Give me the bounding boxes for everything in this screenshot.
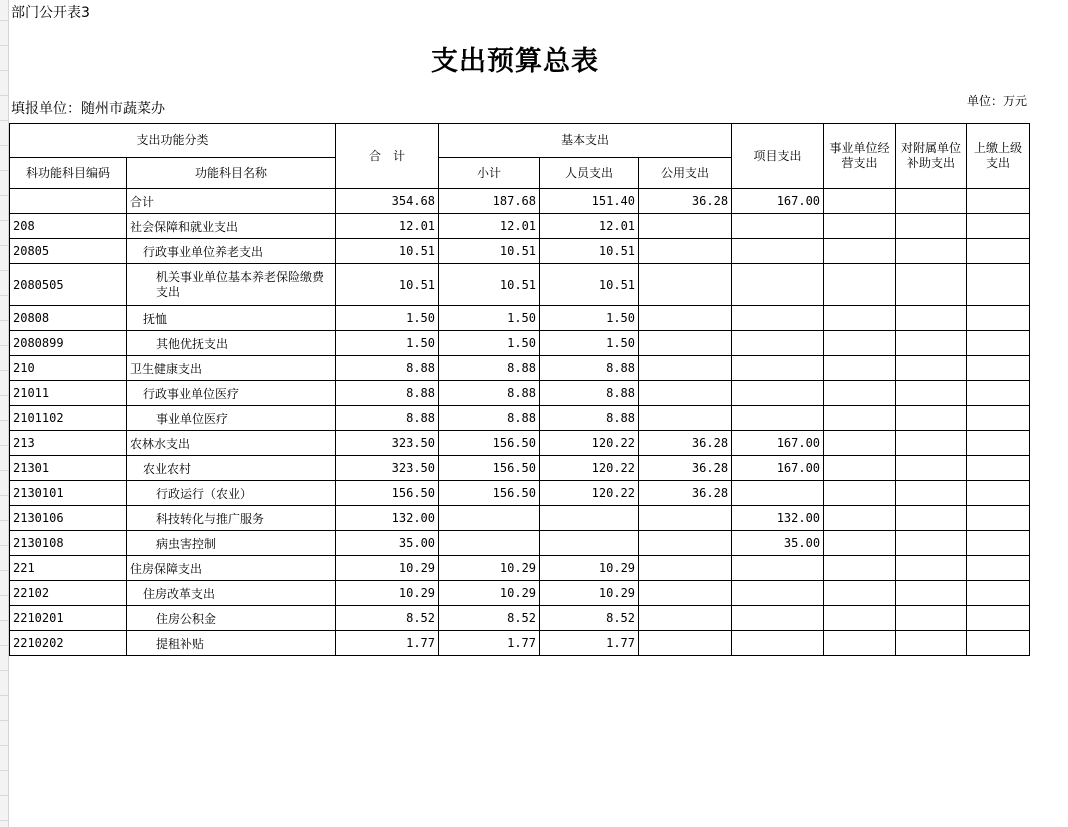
gutter-tick — [0, 20, 8, 21]
cell-name[interactable]: 卫生健康支出 — [127, 356, 336, 381]
gutter-tick — [0, 95, 8, 96]
cell-business[interactable] — [824, 356, 896, 381]
cell-business[interactable] — [824, 431, 896, 456]
cell-name[interactable]: 社会保障和就业支出 — [127, 214, 336, 239]
cell-name[interactable]: 农林水支出 — [127, 431, 336, 456]
cell-subsidy[interactable] — [896, 531, 967, 556]
cell-name[interactable]: 农业农村 — [127, 456, 336, 481]
cell-business[interactable] — [824, 381, 896, 406]
cell-business[interactable] — [824, 506, 896, 531]
cell-total[interactable]: 323.50 — [336, 456, 439, 481]
row-header-gutter — [0, 0, 9, 827]
cell-name[interactable]: 住房保障支出 — [127, 556, 336, 581]
cell-total[interactable]: 132.00 — [336, 506, 439, 531]
cell-upper[interactable] — [967, 189, 1030, 214]
table-row — [10, 606, 1030, 631]
cell-total[interactable]: 1.77 — [336, 631, 439, 656]
cell-total[interactable]: 8.52 — [336, 606, 439, 631]
cell-subsidy[interactable] — [896, 381, 967, 406]
table-row — [10, 381, 1030, 406]
cell-subsidy[interactable] — [896, 264, 967, 306]
gutter-tick — [0, 270, 8, 271]
cell-name[interactable]: 事业单位医疗 — [127, 406, 336, 431]
cell-subtotal[interactable]: 10.29 — [439, 581, 540, 606]
cell-personnel[interactable]: 120.22 — [540, 456, 639, 481]
cell-project[interactable]: 167.00 — [732, 431, 824, 456]
cell-upper[interactable] — [967, 506, 1030, 531]
table-row — [10, 306, 1030, 331]
header-upper: 上缴上级支出 — [967, 124, 1030, 189]
cell-personnel[interactable]: 151.40 — [540, 189, 639, 214]
header-project: 项目支出 — [732, 124, 824, 189]
gutter-tick — [0, 670, 8, 671]
cell-public[interactable] — [639, 406, 732, 431]
gutter-tick — [0, 520, 8, 521]
cell-upper[interactable] — [967, 239, 1030, 264]
cell-project[interactable] — [732, 356, 824, 381]
cell-code[interactable]: 2101102 — [10, 406, 127, 431]
header-total: 合 计 — [336, 124, 439, 189]
cell-project[interactable] — [732, 481, 824, 506]
cell-name[interactable]: 提租补贴 — [127, 631, 336, 656]
gutter-tick — [0, 420, 8, 421]
cell-public[interactable] — [639, 631, 732, 656]
cell-subsidy[interactable] — [896, 481, 967, 506]
cell-upper[interactable] — [967, 306, 1030, 331]
cell-public[interactable]: 36.28 — [639, 431, 732, 456]
gutter-tick — [0, 470, 8, 471]
page-title: 支出预算总表 — [431, 46, 599, 77]
cell-public[interactable] — [639, 381, 732, 406]
cell-public[interactable] — [639, 214, 732, 239]
cell-subsidy[interactable] — [896, 581, 967, 606]
cell-upper[interactable] — [967, 264, 1030, 306]
gutter-tick — [0, 820, 8, 821]
table-row — [10, 406, 1030, 431]
cell-personnel[interactable]: 8.52 — [540, 606, 639, 631]
table-body — [10, 189, 1030, 656]
gutter-tick — [0, 245, 8, 246]
table-row — [10, 331, 1030, 356]
cell-personnel[interactable]: 1.50 — [540, 331, 639, 356]
table-row — [10, 531, 1030, 556]
cell-subtotal[interactable] — [439, 506, 540, 531]
table-row — [10, 356, 1030, 381]
cell-total[interactable]: 10.51 — [336, 239, 439, 264]
cell-subsidy[interactable] — [896, 356, 967, 381]
cell-personnel[interactable]: 1.50 — [540, 306, 639, 331]
sheet-name: 部门公开表3 — [11, 5, 90, 21]
cell-total[interactable]: 10.29 — [336, 556, 439, 581]
gutter-tick — [0, 570, 8, 571]
cell-code[interactable]: 22102 — [10, 581, 127, 606]
table-row — [10, 189, 1030, 214]
cell-subtotal[interactable]: 8.88 — [439, 381, 540, 406]
table-row — [10, 264, 1030, 306]
gutter-tick — [0, 445, 8, 446]
cell-subsidy[interactable] — [896, 506, 967, 531]
cell-name[interactable]: 病虫害控制 — [127, 531, 336, 556]
cell-total[interactable]: 8.88 — [336, 406, 439, 431]
gutter-tick — [0, 645, 8, 646]
cell-subtotal[interactable]: 156.50 — [439, 481, 540, 506]
cell-project[interactable] — [732, 631, 824, 656]
table-row — [10, 481, 1030, 506]
table-row — [10, 456, 1030, 481]
cell-subtotal[interactable]: 12.01 — [439, 214, 540, 239]
cell-code[interactable]: 210 — [10, 356, 127, 381]
cell-total[interactable]: 10.29 — [336, 581, 439, 606]
cell-upper[interactable] — [967, 481, 1030, 506]
cell-project[interactable] — [732, 406, 824, 431]
cell-code[interactable]: 21011 — [10, 381, 127, 406]
gutter-tick — [0, 620, 8, 621]
gutter-tick — [0, 295, 8, 296]
table-row — [10, 631, 1030, 656]
cell-total[interactable]: 1.50 — [336, 331, 439, 356]
cell-business[interactable] — [824, 556, 896, 581]
header-personnel: 人员支出 — [540, 158, 639, 189]
cell-business[interactable] — [824, 264, 896, 306]
header-subtotal: 小计 — [439, 158, 540, 189]
cell-personnel[interactable]: 120.22 — [540, 481, 639, 506]
cell-business[interactable] — [824, 581, 896, 606]
cell-upper[interactable] — [967, 214, 1030, 239]
cell-public[interactable] — [639, 531, 732, 556]
cell-name[interactable]: 机关事业单位基本养老保险缴费支出 — [127, 264, 336, 306]
cell-upper[interactable] — [967, 431, 1030, 456]
table-row — [10, 431, 1030, 456]
cell-total[interactable]: 8.88 — [336, 381, 439, 406]
cell-business[interactable] — [824, 406, 896, 431]
gutter-tick — [0, 695, 8, 696]
cell-code[interactable]: 208 — [10, 214, 127, 239]
cell-subtotal[interactable]: 10.51 — [439, 239, 540, 264]
gutter-tick — [0, 345, 8, 346]
cell-code[interactable]: 213 — [10, 431, 127, 456]
gutter-tick — [0, 770, 8, 771]
cell-subtotal[interactable]: 8.88 — [439, 356, 540, 381]
cell-personnel[interactable] — [540, 506, 639, 531]
header-code: 科功能科目编码 — [10, 158, 127, 189]
cell-personnel[interactable]: 10.51 — [540, 239, 639, 264]
cell-subsidy[interactable] — [896, 631, 967, 656]
cell-business[interactable] — [824, 331, 896, 356]
cell-name[interactable]: 其他优抚支出 — [127, 331, 336, 356]
unit-label: 单位：万元 — [966, 94, 1027, 108]
cell-upper[interactable] — [967, 331, 1030, 356]
cell-public[interactable] — [639, 264, 732, 306]
cell-subsidy[interactable] — [896, 456, 967, 481]
cell-subsidy[interactable] — [896, 331, 967, 356]
cell-subtotal[interactable] — [439, 531, 540, 556]
cell-personnel[interactable]: 8.88 — [540, 381, 639, 406]
cell-public[interactable] — [639, 556, 732, 581]
cell-business[interactable] — [824, 214, 896, 239]
cell-public[interactable] — [639, 506, 732, 531]
cell-total[interactable]: 1.50 — [336, 306, 439, 331]
cell-subsidy[interactable] — [896, 239, 967, 264]
cell-code[interactable]: 21301 — [10, 456, 127, 481]
cell-subtotal[interactable]: 1.50 — [439, 306, 540, 331]
cell-subtotal[interactable]: 8.88 — [439, 406, 540, 431]
gutter-tick — [0, 795, 8, 796]
gutter-tick — [0, 170, 8, 171]
filler-unit: 填报单位：随州市蔬菜办 — [11, 101, 165, 117]
cell-total[interactable]: 10.51 — [336, 264, 439, 306]
cell-business[interactable] — [824, 481, 896, 506]
cell-project[interactable]: 132.00 — [732, 506, 824, 531]
cell-code[interactable]: 2080899 — [10, 331, 127, 356]
cell-public[interactable] — [639, 606, 732, 631]
cell-upper[interactable] — [967, 381, 1030, 406]
cell-upper[interactable] — [967, 531, 1030, 556]
header-subsidy: 对附属单位补助支出 — [896, 124, 967, 189]
cell-subsidy[interactable] — [896, 214, 967, 239]
header-business: 事业单位经营支出 — [824, 124, 896, 189]
cell-business[interactable] — [824, 631, 896, 656]
cell-subtotal[interactable]: 10.29 — [439, 556, 540, 581]
cell-code[interactable]: 2210202 — [10, 631, 127, 656]
header-functional-class: 支出功能分类 — [10, 124, 336, 158]
cell-public[interactable] — [639, 331, 732, 356]
cell-project[interactable] — [732, 264, 824, 306]
table-row — [10, 239, 1030, 264]
cell-name[interactable]: 行政运行（农业） — [127, 481, 336, 506]
cell-personnel[interactable]: 10.29 — [540, 556, 639, 581]
cell-code[interactable]: 2080505 — [10, 264, 127, 306]
cell-code[interactable]: 20808 — [10, 306, 127, 331]
cell-personnel[interactable] — [540, 531, 639, 556]
cell-total[interactable]: 8.88 — [336, 356, 439, 381]
cell-project[interactable] — [732, 606, 824, 631]
header-name: 功能科目名称 — [127, 158, 336, 189]
gutter-tick — [0, 395, 8, 396]
cell-business[interactable] — [824, 189, 896, 214]
cell-project[interactable] — [732, 556, 824, 581]
gutter-tick — [0, 370, 8, 371]
gutter-tick — [0, 220, 8, 221]
table-row — [10, 581, 1030, 606]
cell-public[interactable]: 36.28 — [639, 456, 732, 481]
cell-project[interactable]: 167.00 — [732, 456, 824, 481]
table-row — [10, 506, 1030, 531]
cell-upper[interactable] — [967, 406, 1030, 431]
cell-project[interactable] — [732, 214, 824, 239]
cell-public[interactable] — [639, 581, 732, 606]
cell-code[interactable]: 221 — [10, 556, 127, 581]
cell-project[interactable]: 35.00 — [732, 531, 824, 556]
cell-subsidy[interactable] — [896, 306, 967, 331]
cell-public[interactable] — [639, 239, 732, 264]
gutter-tick — [0, 320, 8, 321]
cell-upper[interactable] — [967, 556, 1030, 581]
cell-name[interactable]: 行政事业单位养老支出 — [127, 239, 336, 264]
gutter-tick — [0, 120, 8, 121]
cell-total[interactable]: 323.50 — [336, 431, 439, 456]
cell-personnel[interactable]: 10.29 — [540, 581, 639, 606]
cell-business[interactable] — [824, 306, 896, 331]
cell-code[interactable]: 2130101 — [10, 481, 127, 506]
cell-total[interactable]: 12.01 — [336, 214, 439, 239]
cell-name[interactable]: 抚恤 — [127, 306, 336, 331]
cell-personnel[interactable]: 12.01 — [540, 214, 639, 239]
cell-personnel[interactable]: 10.51 — [540, 264, 639, 306]
gutter-tick — [0, 545, 8, 546]
cell-project[interactable] — [732, 239, 824, 264]
cell-subsidy[interactable] — [896, 189, 967, 214]
expenditure-table — [9, 123, 1030, 656]
cell-upper[interactable] — [967, 356, 1030, 381]
cell-business[interactable] — [824, 239, 896, 264]
cell-name[interactable]: 科技转化与推广服务 — [127, 506, 336, 531]
cell-personnel[interactable]: 8.88 — [540, 406, 639, 431]
cell-project[interactable] — [732, 381, 824, 406]
cell-subtotal[interactable]: 187.68 — [439, 189, 540, 214]
cell-subsidy[interactable] — [896, 406, 967, 431]
cell-upper[interactable] — [967, 581, 1030, 606]
cell-subsidy[interactable] — [896, 431, 967, 456]
cell-code[interactable]: 2130108 — [10, 531, 127, 556]
cell-name[interactable]: 住房改革支出 — [127, 581, 336, 606]
cell-personnel[interactable]: 1.77 — [540, 631, 639, 656]
cell-name[interactable]: 住房公积金 — [127, 606, 336, 631]
cell-personnel[interactable]: 120.22 — [540, 431, 639, 456]
cell-public[interactable] — [639, 356, 732, 381]
cell-subtotal[interactable]: 8.52 — [439, 606, 540, 631]
cell-subtotal[interactable]: 156.50 — [439, 456, 540, 481]
cell-project[interactable] — [732, 581, 824, 606]
gutter-tick — [0, 195, 8, 196]
cell-public[interactable] — [639, 306, 732, 331]
cell-business[interactable] — [824, 606, 896, 631]
table-row — [10, 214, 1030, 239]
cell-code[interactable]: 2130106 — [10, 506, 127, 531]
cell-business[interactable] — [824, 531, 896, 556]
gutter-tick — [0, 595, 8, 596]
cell-code[interactable]: 20805 — [10, 239, 127, 264]
cell-upper[interactable] — [967, 606, 1030, 631]
cell-public[interactable]: 36.28 — [639, 481, 732, 506]
cell-subtotal[interactable]: 1.77 — [439, 631, 540, 656]
cell-personnel[interactable]: 8.88 — [540, 356, 639, 381]
gutter-tick — [0, 720, 8, 721]
cell-total[interactable]: 354.68 — [336, 189, 439, 214]
cell-code[interactable] — [10, 189, 127, 214]
cell-name[interactable]: 行政事业单位医疗 — [127, 381, 336, 406]
gutter-tick — [0, 145, 8, 146]
cell-name[interactable]: 合计 — [127, 189, 336, 214]
header-public: 公用支出 — [639, 158, 732, 189]
cell-project[interactable]: 167.00 — [732, 189, 824, 214]
cell-subsidy[interactable] — [896, 556, 967, 581]
cell-project[interactable] — [732, 306, 824, 331]
gutter-tick — [0, 495, 8, 496]
cell-project[interactable] — [732, 331, 824, 356]
header-basic: 基本支出 — [439, 124, 732, 158]
cell-total[interactable]: 35.00 — [336, 531, 439, 556]
cell-upper[interactable] — [967, 631, 1030, 656]
gutter-tick — [0, 745, 8, 746]
cell-subsidy[interactable] — [896, 606, 967, 631]
cell-code[interactable]: 2210201 — [10, 606, 127, 631]
cell-business[interactable] — [824, 456, 896, 481]
cell-subtotal[interactable]: 156.50 — [439, 431, 540, 456]
cell-public[interactable]: 36.28 — [639, 189, 732, 214]
table-row — [10, 556, 1030, 581]
cell-total[interactable]: 156.50 — [336, 481, 439, 506]
cell-subtotal[interactable]: 10.51 — [439, 264, 540, 306]
cell-subtotal[interactable]: 1.50 — [439, 331, 540, 356]
cell-upper[interactable] — [967, 456, 1030, 481]
